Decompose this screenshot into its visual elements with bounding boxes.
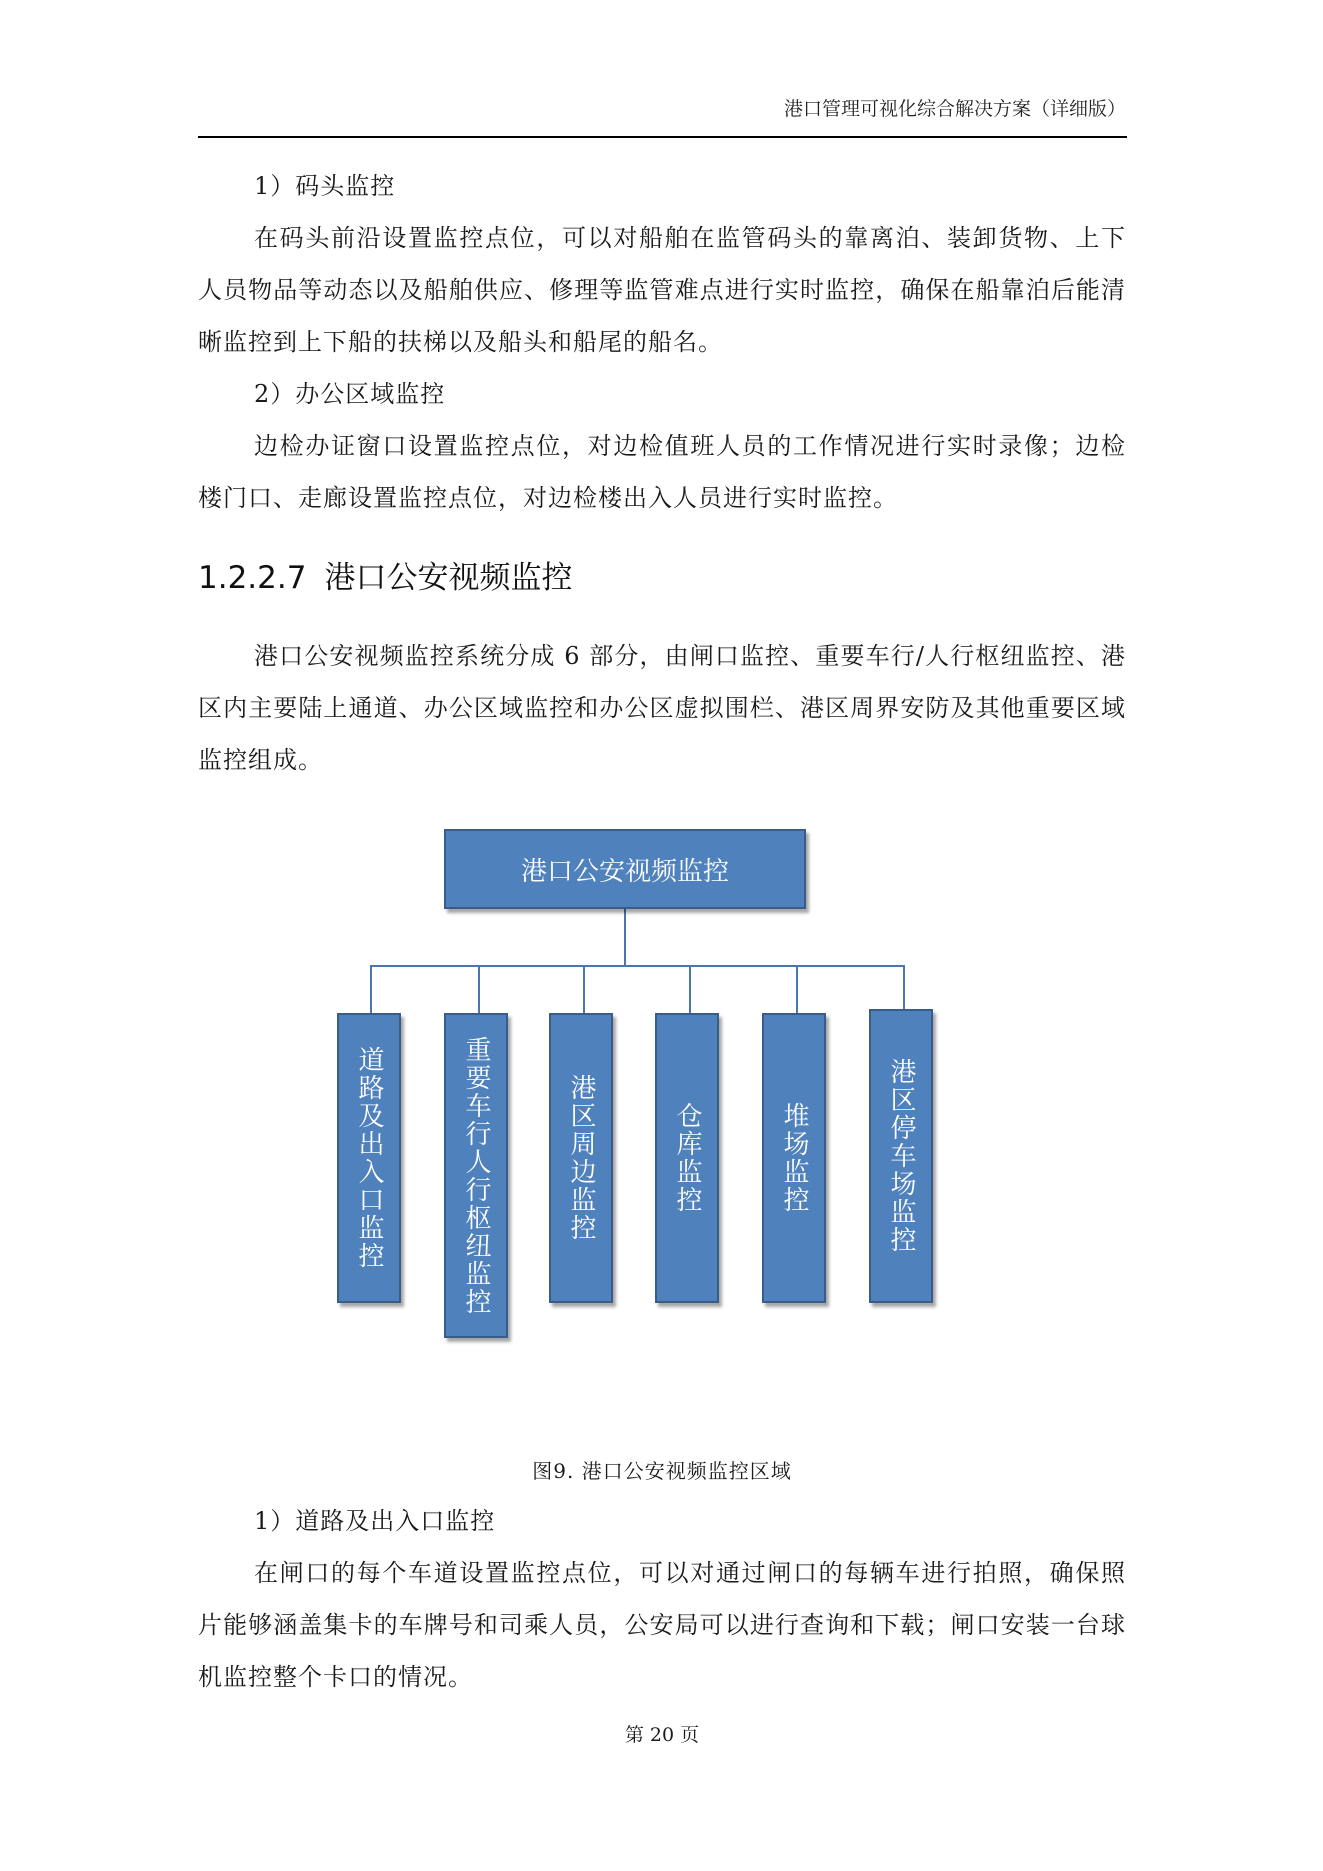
diagram-node-traffic-hub: 重要车行人行枢纽监控 bbox=[444, 1013, 508, 1338]
section-title: 港口公安视频监控 bbox=[324, 560, 573, 596]
diagram-node-road-entrance: 道路及出入口监控 bbox=[337, 1013, 401, 1303]
diagram-node-parking: 港区停车场监控 bbox=[869, 1009, 933, 1303]
diagram-node-perimeter: 港区周边监控 bbox=[549, 1013, 613, 1303]
connector-branch-5 bbox=[796, 965, 798, 1013]
connector-trunk bbox=[624, 909, 626, 966]
text-block-intro bbox=[198, 630, 1126, 786]
connector-bus bbox=[370, 965, 904, 967]
connector-branch-6 bbox=[903, 965, 905, 1013]
paragraph-section-intro: 港口公安视频监控系统分成 6 部分，由闸口监控、重要车行/人行枢纽监控、港区内主要陆上通道、办公区域监控和办公区虚拟围栏、港区周界安防及其他重要区域监控组成。 bbox=[198, 642, 1126, 774]
text-block-upper bbox=[198, 160, 1126, 524]
section-number: 1.2.2.7 bbox=[198, 560, 307, 596]
subheading-road-entrance: 1）道路及出入口监控 bbox=[254, 1507, 496, 1535]
subheading-office-monitoring: 2）办公区域监控 bbox=[254, 380, 446, 408]
page-header: 港口管理可视化综合解决方案（详细版） bbox=[783, 98, 1126, 120]
diagram-node-warehouse: 仓库监控 bbox=[655, 1013, 719, 1303]
section-heading bbox=[198, 552, 572, 597]
paragraph-road-entrance: 在闸口的每个车道设置监控点位，可以对通过闸口的每辆车进行拍照，确保照片能够涵盖集卡的车牌号和司乘人员，公安局可以进行查询和下载；闸口安装一台球机监控整个卡口的情况。 bbox=[198, 1559, 1126, 1691]
paragraph-wharf-monitoring: 在码头前沿设置监控点位，可以对船舶在监管码头的靠离泊、装卸货物、上下人员物品等动态以及船舶供应、修理等监管难点进行实时监控，确保在船靠泊后能清晰监控到上下船的扶梯以及船头和船尾的船名。 bbox=[198, 224, 1126, 356]
connector-branch-2 bbox=[478, 965, 480, 1013]
header-rule bbox=[198, 136, 1127, 138]
subheading-wharf-monitoring: 1）码头监控 bbox=[254, 172, 396, 200]
page-number: 第 20 页 bbox=[624, 1724, 700, 1746]
paragraph-office-monitoring: 边检办证窗口设置监控点位，对边检值班人员的工作情况进行实时录像；边检楼门口、走廊设置监控点位，对边检楼出入人员进行实时监控。 bbox=[198, 432, 1126, 512]
figure-caption: 图9. 港口公安视频监控区域 bbox=[532, 1459, 792, 1483]
connector-branch-3 bbox=[583, 965, 585, 1013]
connector-branch-4 bbox=[689, 965, 691, 1013]
connector-branch-1 bbox=[370, 965, 372, 1013]
diagram-root-node: 港口公安视频监控 bbox=[444, 829, 806, 909]
text-block-lower bbox=[198, 1495, 1126, 1703]
diagram-node-storage-yard: 堆场监控 bbox=[762, 1013, 826, 1303]
